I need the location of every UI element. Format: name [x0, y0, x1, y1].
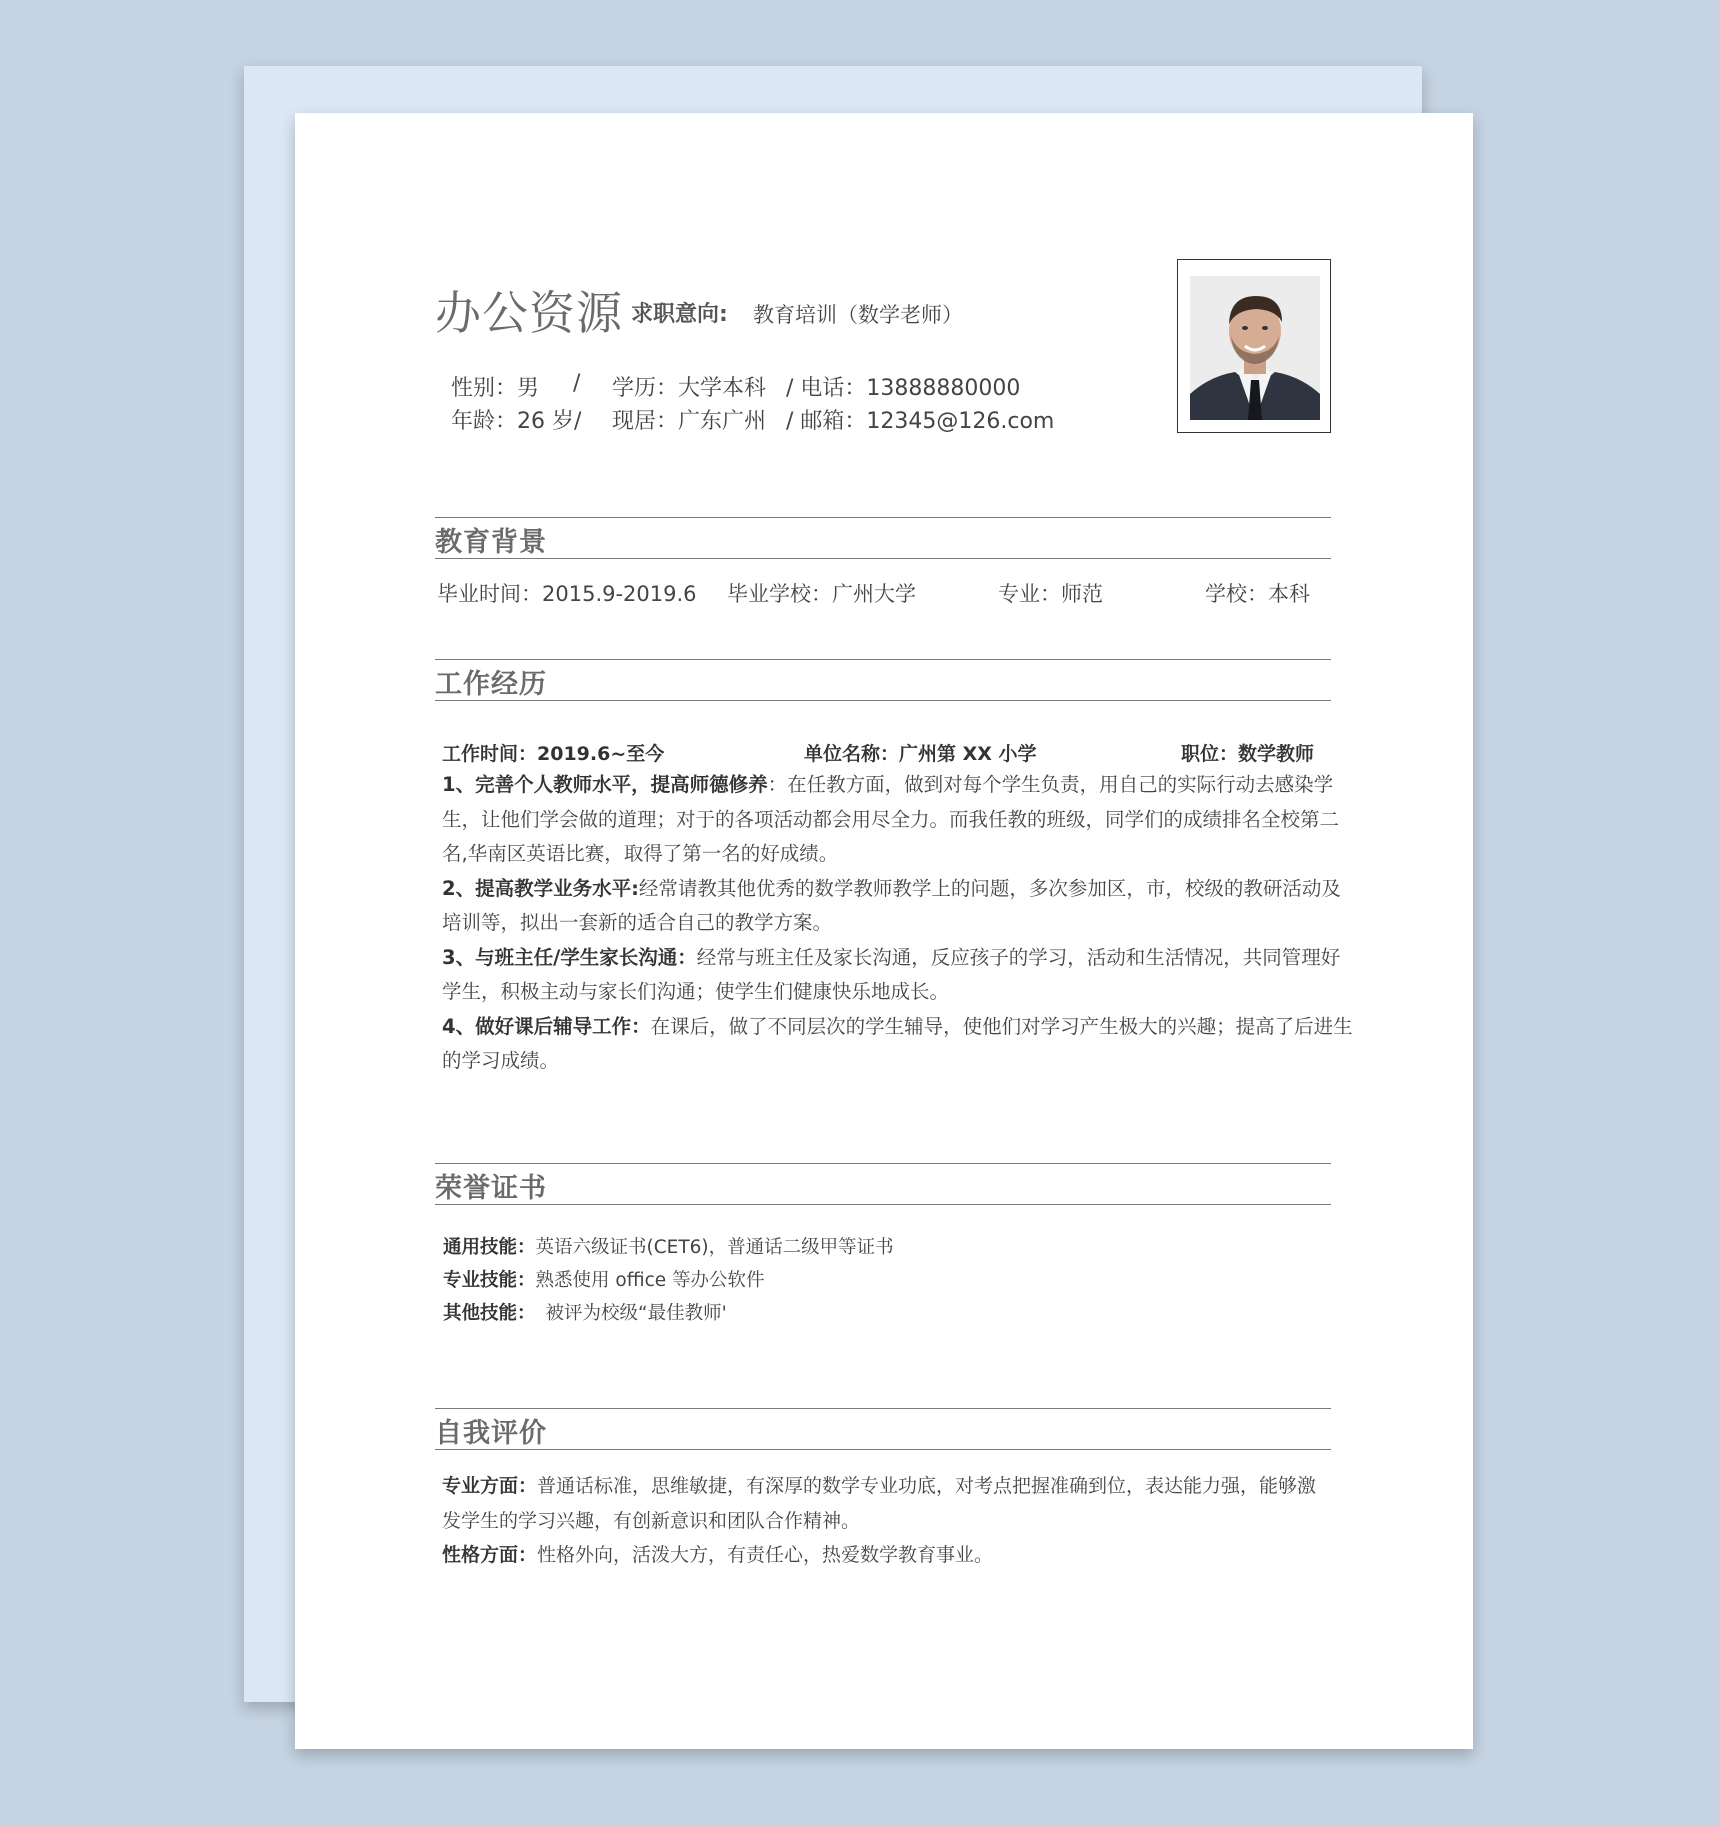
self-evaluation: [442, 1469, 1322, 1573]
photo-frame: [1177, 259, 1331, 433]
applicant-name: 办公资源: [435, 286, 623, 340]
skill-general: 通用技能：英语六级证书(CET6)，普通话二级甲等证书: [443, 1237, 894, 1258]
section-work: [435, 659, 1331, 701]
skill-professional: 专业技能：熟悉使用 office 等办公软件: [443, 1270, 765, 1291]
self-evaluation-item: 专业方面：普通话标准，思维敏捷，有深厚的数学专业功底，对考点把握准确到位，表达能力强，能够激发学生的学习兴趣，有创新意识和团队合作精神。: [442, 1475, 1317, 1532]
section-self-evaluation: [435, 1408, 1331, 1450]
skill-other: 其他技能： 被评为校级“最佳教师': [443, 1303, 727, 1324]
age: 年龄：26 岁/: [451, 409, 582, 434]
resume-page: [295, 113, 1473, 1749]
position: 职位：数学教师: [1181, 743, 1315, 765]
major: 专业：师范: [998, 582, 1103, 606]
email: / 邮箱：12345@126.com: [786, 409, 1055, 434]
self-evaluation-item: 性格方面：性格外向，活泼大方，有责任心，热爱数学教育事业。: [442, 1544, 994, 1566]
work-duty-item: 1、完善个人教师水平，提高师德修养：在任教方面，做到对每个学生负责，用自己的实际行动去感染学生，让他们学会做的道理；对于的各项活动都会用尽全力。而我任教的班级，同学们的成绩排名全校第二名,华南区英语比赛，取得了第一名的好成绩。: [442, 773, 1340, 865]
section-honors-title: 荣誉证书: [435, 1173, 547, 1204]
section-honors: [435, 1163, 1331, 1205]
work-duty-item: 4、做好课后辅导工作：在课后，做了不同层次的学生辅导，使他们对学习产生极大的兴趣；提高了后进生的学习成绩。: [442, 1014, 1353, 1072]
graduation-time: 毕业时间：2015.9-2019.6: [437, 582, 697, 606]
phone: / 电话：13888880000: [786, 376, 1021, 401]
job-intent-value: 教育培训（数学老师）: [753, 303, 963, 327]
employer: 单位名称：广州第 XX 小学: [804, 743, 1037, 765]
graduation-school: 毕业学校：广州大学: [727, 582, 916, 606]
residence: 现居：广东广州: [612, 409, 767, 434]
profile-photo: [1190, 276, 1320, 420]
section-self-evaluation-title: 自我评价: [435, 1418, 547, 1449]
work-duty-item: 2、提高教学业务水平:经常请教其他优秀的数学教师教学上的问题，多次参加区，市，校级的教研活动及培训等，拟出一套新的适合自己的教学方案。: [442, 876, 1341, 934]
section-education-title: 教育背景: [435, 527, 547, 558]
job-intent-label: 求职意向:: [631, 302, 728, 327]
work-duties: [442, 768, 1354, 1079]
degree: 学校：本科: [1205, 582, 1310, 606]
work-duty-item: 3、与班主任/学生家长沟通：经常与班主任及家长沟通，反应孩子的学习，活动和生活情况，共同管理好学生，积极主动与家长们沟通；使学生们健康快乐地成长。: [442, 945, 1341, 1003]
work-period: 工作时间：2019.6~至今: [442, 743, 665, 765]
info-row-2: [451, 404, 1055, 434]
separator: /: [573, 371, 581, 396]
education-level: 学历：大学本科: [612, 376, 767, 401]
section-work-title: 工作经历: [435, 669, 547, 700]
info-row-1: [451, 371, 1051, 401]
section-education: [435, 517, 1331, 559]
gender: 性别：男: [451, 376, 540, 401]
